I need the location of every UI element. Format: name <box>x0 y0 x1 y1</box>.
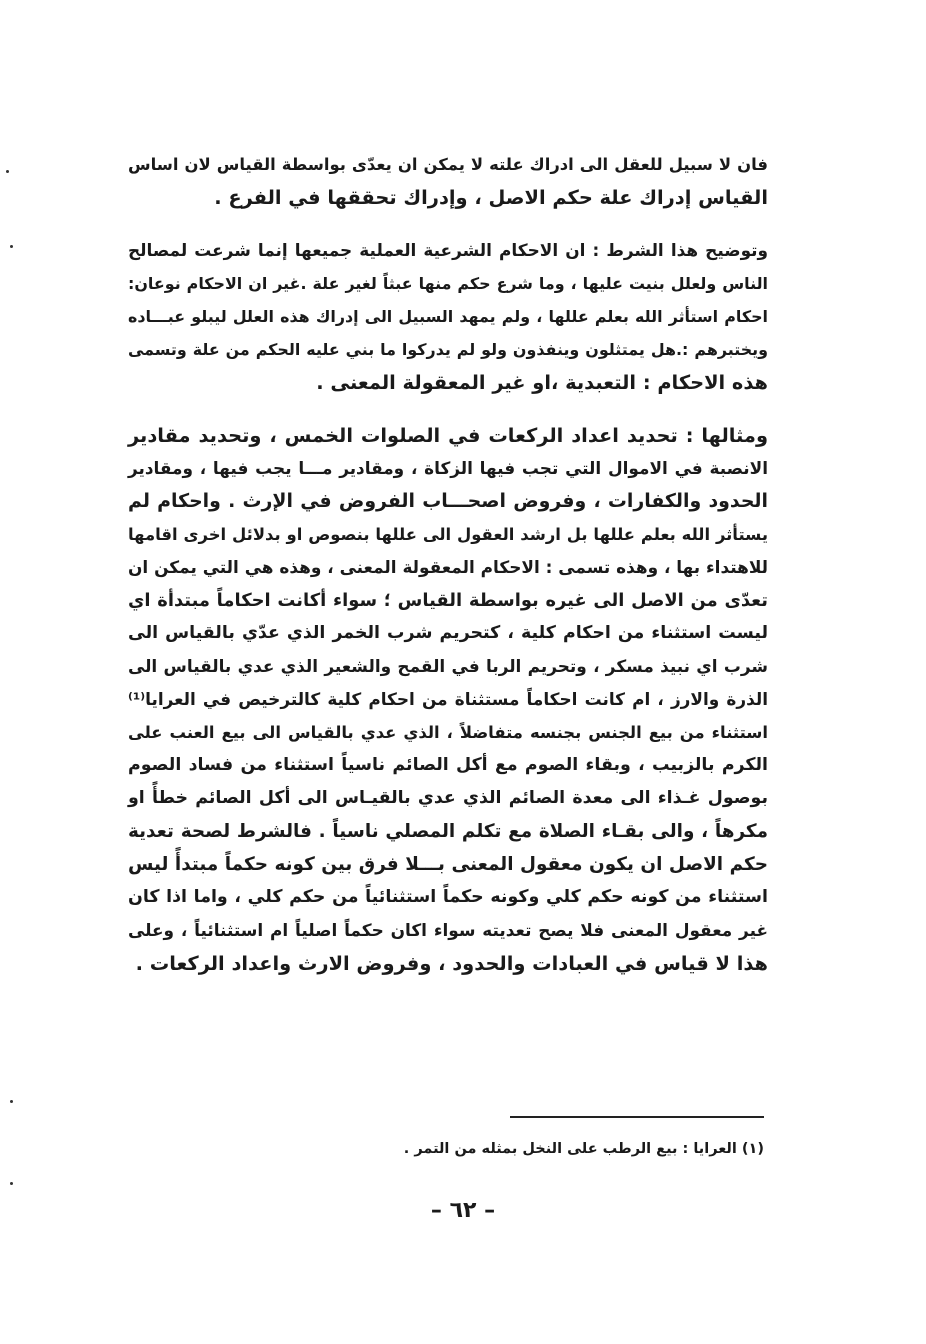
paragraph-1 <box>128 148 768 214</box>
paragraph-3 <box>128 419 768 980</box>
text-line: للاهتداء بها ، وهذه تسمى : الاحكام المعقولة المعنى ، وهذه هي التي يمكن ان <box>128 557 768 577</box>
text-line: وتوضيح هذا الشرط : ان الاحكام الشرعية العملية جميعها إنما شرعت لمصالح <box>128 240 768 260</box>
text-line: الحدود والكفارات ، وفروض اصحـــاب الفروض في الإرث . واحكام لم <box>128 490 768 512</box>
text-line: يستأثر الله بعلم عللها بل ارشد العقول الى عللها بنصوص او بدلائل اخرى اقامها <box>128 525 768 544</box>
scan-speck <box>10 1182 13 1185</box>
scan-speck <box>10 1100 13 1103</box>
paragraph-2 <box>128 234 768 399</box>
text-line: فان لا سبيل للعقل الى ادراك علته لا يمكن ان يعدّى بواسطة القياس لان اساس <box>128 155 768 174</box>
text-line: الكرم بالزبيب ، وبقاء الصوم مع أكل الصائم ناسياً استثناء من فساد الصوم <box>128 755 768 775</box>
text-line: شرب اي نبيذ مسكر ، وتحريم الربا في القمح والشعير الذي عدي بالقياس الى <box>128 656 768 676</box>
text-line: استثناء من بيع الجنس بجنسه متفاضلاً ، الذي عدي بالقياس الى بيع العنب على <box>128 723 768 742</box>
text-line: احكام استأثر الله بعلم عللها ، ولم يمهد السبيل الى إدراك هذه العلل ليبلو عبـــاده <box>128 307 768 326</box>
page-body <box>128 148 768 980</box>
text-line: مكرهاً ، والى بقـاء الصلاة مع تكلم المصلي ناسياً . فالشرط لصحة تعدية <box>128 821 768 842</box>
text-line: الناس ولعلل بنيت عليها ، وما شرع حكم منها عبثاً لغير علة .غير ان الاحكام نوعان: <box>128 274 768 293</box>
footnote: (١) العرايا : بيع الرطب على النخل بمثله من التمر . <box>403 1141 764 1157</box>
footnote-separator <box>510 1116 764 1118</box>
text-line: ويختبرهم :.هل يمتثلون وينفذون ولو لم يدركوا ما بني عليه الحكم من علة وتسمى <box>128 340 768 359</box>
text-line: الانصبة في الاموال التي تجب فيها الزكاة ، ومقادير مـــا يجب فيها ، ومقادير <box>128 458 768 478</box>
text-line: الذرة والارز ، ام كانت احكاماً مستثناة من احكام كلية كالترخيص في العرايا⁽¹⁾ <box>128 689 768 709</box>
text-line: القياس إدراك علة حكم الاصل ، وإدراك تحققها في الفرع . <box>214 186 768 209</box>
text-line: تعدّى من الاصل الى غيره بواسطة القياس ؛ سواء أكانت احكاماً مبتدأة اي <box>128 590 768 611</box>
text-line: ومثالها : تحديد اعداد الركعات في الصلوات الخمس ، وتحديد مقادير <box>128 424 768 447</box>
page-number: – ٦٢ – <box>430 1198 496 1223</box>
text-line: بوصول غـذاء الى معدة الصائم الذي عدي بالقيـاس الى أكل الصائم خطأً او <box>128 788 768 808</box>
scan-speck <box>10 245 13 248</box>
text-line: غير معقول المعنى فلا يصح تعديته سواء اكان حكماً اصلياً ام استثنائياً ، وعلى <box>128 920 768 940</box>
text-line: استثناء من كونه حكم كلي وكونه حكماً استثنائياً من حكم كلي ، واما اذا كان <box>128 887 768 907</box>
text-line: ليست استثناء من احكام كلية ، كتحريم شرب الخمر الذي عدّي بالقياس الى <box>128 623 768 643</box>
text-line: هذه الاحكام : التعبدية ،او غير المعقولة المعنى . <box>316 371 768 394</box>
text-line: حكم الاصل ان يكون معقول المعنى بـــلا فرق بين كونه حكماً مبتدأً ليس <box>128 854 768 875</box>
text-line: هذا لا قياس في العبادات والحدود ، وفروض الارث واعداد الركعات . <box>135 952 768 975</box>
scan-speck <box>6 170 9 173</box>
